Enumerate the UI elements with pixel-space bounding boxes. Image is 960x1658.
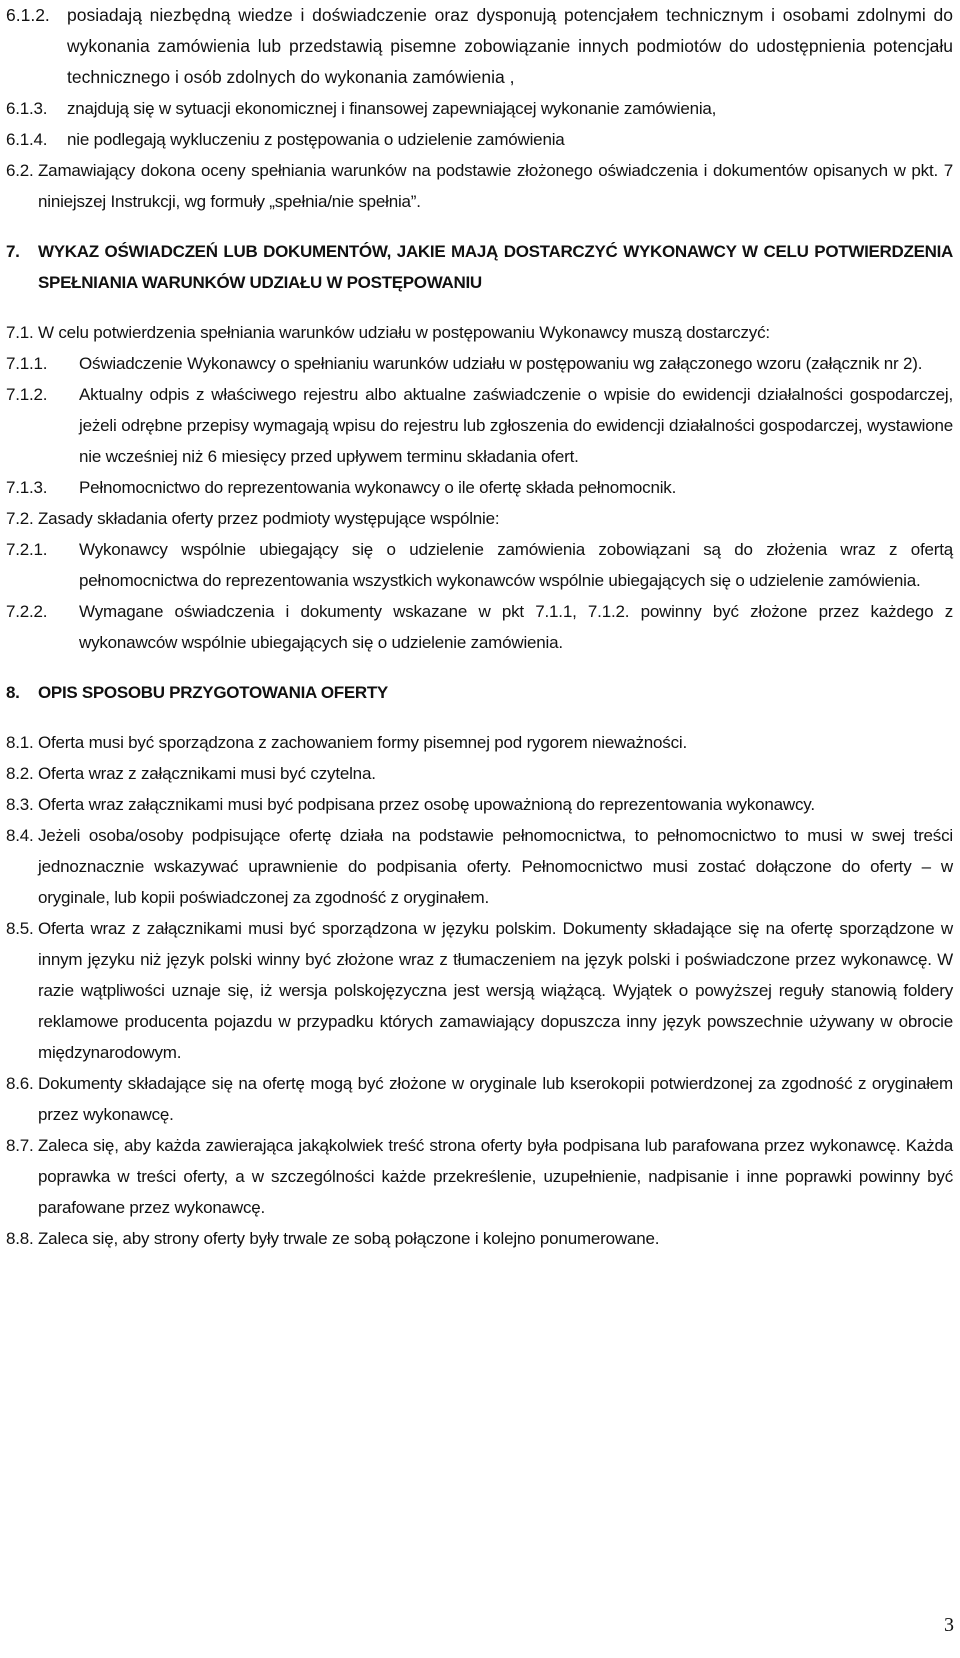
paragraph-text: Zasady składania oferty przez podmioty występujące wspólnie: [38,509,500,528]
paragraph-text: Pełnomocnictwo do reprezentowania wykonawcy o ile ofertę składa pełnomocnik. [79,478,677,497]
paragraph-6-1-3 [6,93,953,124]
page-number: 3 [944,1614,954,1636]
section-title: OPIS SPOSOBU PRZYGOTOWANIA OFERTY [38,683,388,702]
paragraph-8-8 [6,1223,953,1254]
section-number: 8. [6,683,20,702]
paragraph-number: 7.1.2. [6,385,48,404]
paragraph-text: Jeżeli osoba/osoby podpisujące ofertę działa na podstawie pełnomocnictwa, to pełnomocnictwo to musi w swej treści jednoznacznie wskazywać uprawnienie do podpisania oferty. Pełnomocnictwo musi zostać dołączone do oferty – w oryginale, lub kopii poświadczonej za zgodność z oryginałem. [38,826,953,907]
paragraph-8-7 [6,1130,953,1223]
paragraph-number: 7.1.3. [6,478,48,497]
document-page [6,0,953,1254]
paragraph-6-1-2 [6,0,953,93]
paragraph-text: Zaleca się, aby strony oferty były trwale ze sobą połączone i kolejno ponumerowane. [38,1229,660,1248]
paragraph-number: 7.2. [6,509,34,528]
paragraph-8-2 [6,758,953,789]
paragraph-7-1-1 [6,348,953,379]
paragraph-7-1 [6,317,953,348]
paragraph-number: 8.4. [6,826,34,845]
paragraph-8-6 [6,1068,953,1130]
paragraph-number: 8.8. [6,1229,34,1248]
paragraph-number: 6.1.4. [6,130,48,149]
paragraph-8-4 [6,820,953,913]
paragraph-text: Oferta musi być sporządzona z zachowaniem formy pisemnej pod rygorem nieważności. [38,733,687,752]
paragraph-8-1 [6,727,953,758]
paragraph-text: Aktualny odpis z właściwego rejestru albo aktualne zaświadczenie o wpisie do ewidencji działalności gospodarczej, jeżeli odrębne przepisy wymagają wpisu do rejestru lub zgłoszenia do ewidencji działalności gospodarczej, wystawione nie wcześniej niż 6 miesięcy przed upływem terminu składania ofert. [79,385,953,466]
paragraph-number: 8.1. [6,733,34,752]
paragraph-7-1-2 [6,379,953,472]
paragraph-8-5 [6,913,953,1068]
paragraph-7-2 [6,503,953,534]
paragraph-7-2-1 [6,534,953,596]
paragraph-number: 7.1.1. [6,354,48,373]
paragraph-text: Oświadczenie Wykonawcy o spełnianiu warunków udziału w postępowaniu wg załączonego wzoru (załącznik nr 2). [79,354,923,373]
paragraph-number: 6.1.3. [6,99,48,118]
paragraph-7-1-3 [6,472,953,503]
paragraph-number: 8.3. [6,795,34,814]
section-8-heading [6,677,953,708]
paragraph-8-3 [6,789,953,820]
section-7-heading [6,236,953,298]
paragraph-text: Dokumenty składające się na ofertę mogą być złożone w oryginale lub kserokopii potwierdzonej za zgodność z oryginałem przez wykonawcę. [38,1074,953,1124]
paragraph-text: Zamawiający dokona oceny spełniania warunków na podstawie złożonego oświadczenia i dokumentów opisanych w pkt. 7 niniejszej Instrukcji, wg formuły „spełnia/nie spełnia”. [38,161,953,211]
paragraph-number: 8.6. [6,1074,34,1093]
paragraph-number: 8.5. [6,919,34,938]
paragraph-number: 8.7. [6,1136,34,1155]
paragraph-text: Wymagane oświadczenia i dokumenty wskazane w pkt 7.1.1, 7.1.2. powinny być złożone przez każdego z wykonawców wspólnie ubiegających się o udzielenie zamówienia. [79,602,953,652]
paragraph-text: posiadają niezbędną wiedze i doświadczenie oraz dysponują potencjałem technicznym i osobami zdolnymi do wykonania zamówienia lub przedstawią pisemne zobowiązanie innych podmiotów do udostępnienia potencjału technicznego i osób zdolnych do wykonania zamówienia , [67,5,953,87]
paragraph-number: 8.2. [6,764,34,783]
paragraph-text: W celu potwierdzenia spełniania warunków udziału w postępowaniu Wykonawcy muszą dostarczyć: [38,323,770,342]
section-title: WYKAZ OŚWIADCZEŃ LUB DOKUMENTÓW, JAKIE MAJĄ DOSTARCZYĆ WYKONAWCY W CELU POTWIERDZENIA SPEŁNIANIA WARUNKÓW UDZIAŁU W POSTĘPOWANIU [38,242,953,292]
paragraph-number: 6.1.2. [6,5,50,25]
paragraph-6-2 [6,155,953,217]
paragraph-number: 6.2. [6,161,34,180]
paragraph-text: Oferta wraz załącznikami musi być podpisana przez osobę upoważnioną do reprezentowania wykonawcy. [38,795,815,814]
paragraph-text: znajdują się w sytuacji ekonomicznej i finansowej zapewniającej wykonanie zamówienia, [67,99,717,118]
paragraph-number: 7.2.1. [6,540,48,559]
paragraph-text: Oferta wraz z załącznikami musi być sporządzona w języku polskim. Dokumenty składające się na ofertę sporządzone w innym języku niż język polski winny być złożone wraz z tłumaczeniem na język polski i poświadczone przez wykonawcę. W razie wątpliwości uznaje się, iż wersja polskojęzyczna jest wersją wiążącą. Wyjątek o powyższej reguły stanowią foldery reklamowe producenta pojazdu w przypadku których zamawiający dopuszcza inny język powszechnie używany w obrocie międzynarodowym. [38,919,953,1062]
paragraph-number: 7.1. [6,323,34,342]
paragraph-text: Wykonawcy wspólnie ubiegający się o udzielenie zamówienia zobowiązani są do złożenia wraz z ofertą pełnomocnictwa do reprezentowania wszystkich wykonawców wspólnie ubiegających się o udzielenie zamówienia. [79,540,953,590]
section-number: 7. [6,242,20,261]
paragraph-6-1-4 [6,124,953,155]
paragraph-number: 7.2.2. [6,602,48,621]
paragraph-7-2-2 [6,596,953,658]
paragraph-text: Oferta wraz z załącznikami musi być czytelna. [38,764,376,783]
paragraph-text: nie podlegają wykluczeniu z postępowania o udzielenie zamówienia [67,130,565,149]
paragraph-text: Zaleca się, aby każda zawierająca jakąkolwiek treść strona oferty była podpisana lub parafowana przez wykonawcę. Każda poprawka w treści oferty, a w szczególności każde przekreślenie, uzupełnienie, nadpisanie i inne poprawki powinny być parafowane przez wykonawcę. [38,1136,953,1217]
